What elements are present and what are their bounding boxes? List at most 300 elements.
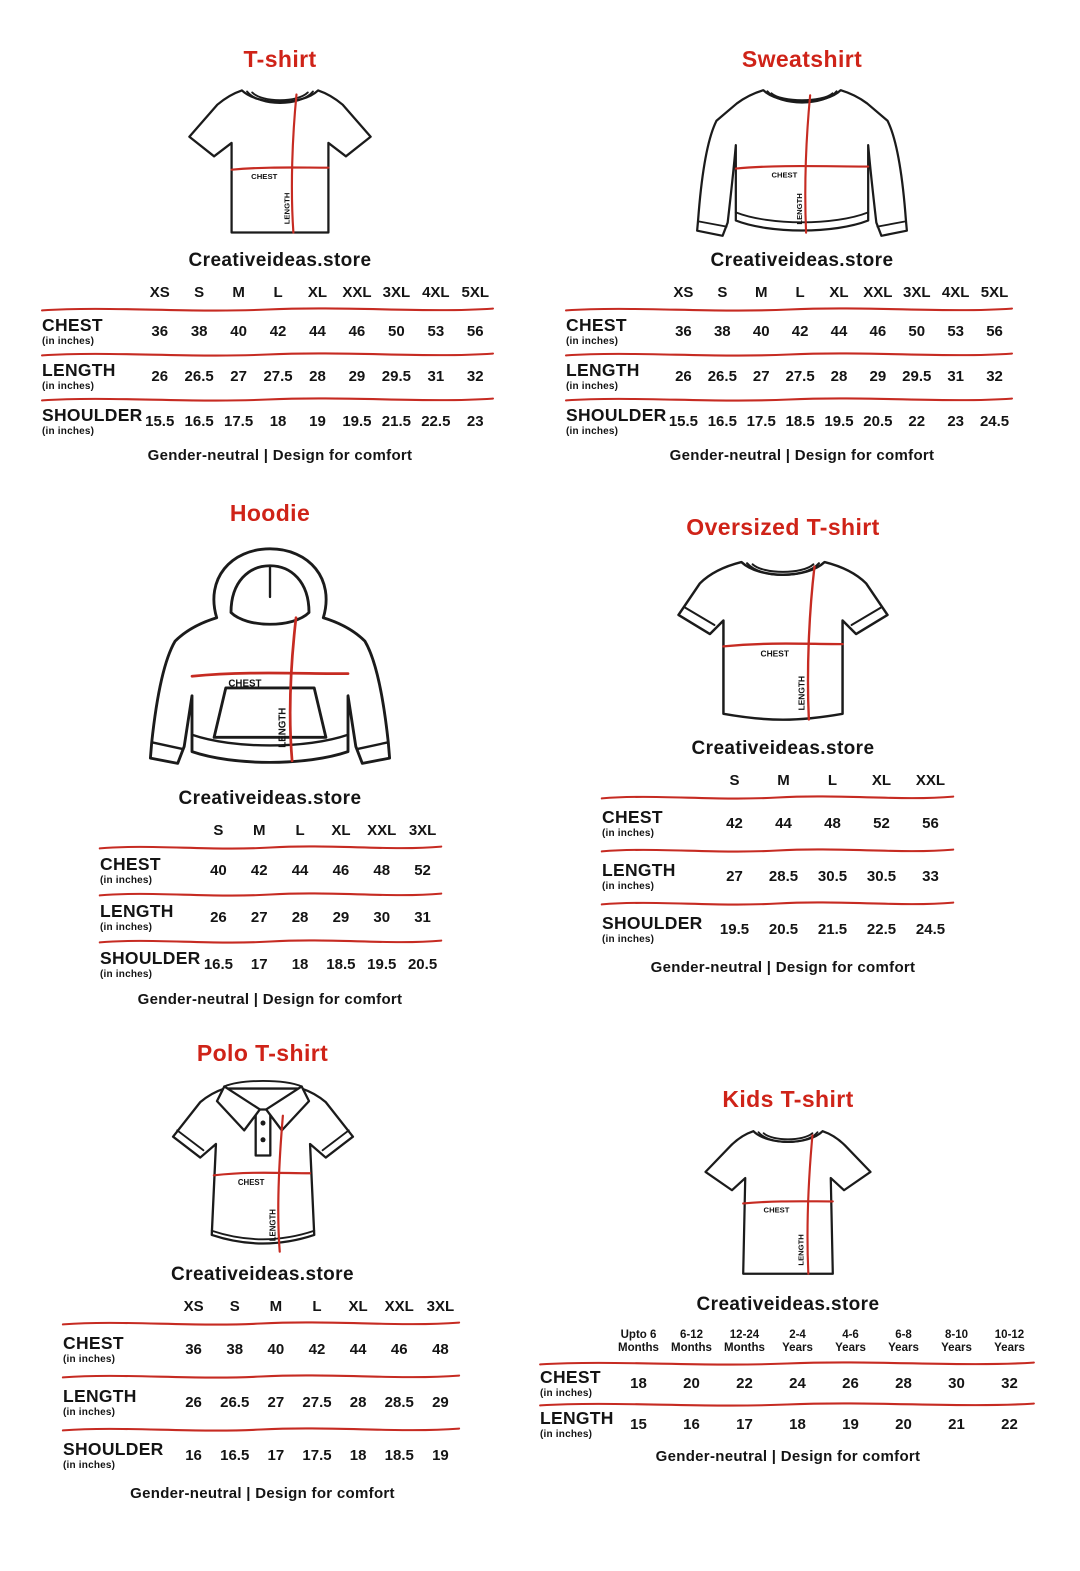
size-value: 19.5 [719, 921, 750, 939]
size-value: 15.5 [145, 413, 175, 431]
size-header-line: 10-12 [994, 1328, 1025, 1341]
size-value: 42 [250, 862, 268, 880]
size-header-line: 4-6 [842, 1328, 859, 1341]
size-header [930, 1329, 983, 1355]
size-table [40, 281, 495, 440]
wavy-divider [98, 890, 443, 899]
tagline: Gender-neutral | Design for comfort [650, 959, 916, 976]
size-header-line: Years [941, 1342, 972, 1354]
row-unit: (in inches) [602, 827, 655, 839]
polo-tshirt-drawing-icon [155, 1076, 371, 1259]
size-header: 3XL [426, 1298, 455, 1316]
size-value: 31 [414, 909, 431, 927]
size-header [983, 1329, 1036, 1355]
size-value: 21 [948, 1416, 965, 1434]
size-header-row [600, 769, 955, 793]
size-header: XL [307, 284, 328, 302]
row-unit: (in inches) [63, 1459, 116, 1471]
size-header-line: Years [782, 1342, 813, 1354]
row-label-cell [40, 405, 143, 437]
size-value: 33 [922, 868, 939, 886]
length-line-label: LENGTH [268, 1209, 278, 1242]
row-label-cell [600, 809, 710, 839]
row-unit: (in inches) [100, 968, 153, 980]
size-header-line: Months [724, 1342, 765, 1354]
wavy-divider [564, 305, 1014, 314]
size-value: 19 [842, 1416, 859, 1434]
size-value: 26 [151, 368, 169, 386]
size-value: 52 [414, 862, 431, 880]
size-header-line: Years [835, 1342, 866, 1354]
measure-row [61, 1328, 461, 1372]
size-header-row [98, 819, 443, 843]
wavy-divider [40, 395, 495, 404]
oversized-tshirt-drawing-icon [665, 553, 901, 733]
size-value: 17.5 [224, 413, 254, 431]
size-value: 23 [947, 413, 964, 431]
panel-title: Oversized T-shirt [686, 514, 880, 540]
size-header [718, 1329, 771, 1355]
size-header: M [252, 822, 266, 840]
size-value: 18 [269, 413, 287, 431]
size-header: XXL [384, 1298, 414, 1316]
size-value: 18 [630, 1375, 647, 1393]
size-value: 30.5 [817, 868, 848, 886]
size-header: 3XL [382, 284, 411, 302]
measure-row [61, 1381, 461, 1425]
tshirt-drawing [30, 77, 530, 245]
chest-line-label: CHEST [771, 170, 798, 180]
size-value: 48 [824, 815, 841, 833]
size-value: 27 [250, 909, 268, 927]
size-value: 27 [230, 368, 247, 386]
size-value: 28 [309, 368, 326, 386]
size-value: 44 [309, 323, 326, 341]
size-header: L [273, 284, 283, 302]
size-header [612, 1329, 665, 1355]
row-unit: (in inches) [42, 425, 95, 437]
row-unit: (in inches) [602, 880, 655, 892]
row-label: SHOULDER [566, 405, 667, 425]
size-value: 29.5 [381, 368, 411, 386]
size-value: 24.5 [979, 413, 1010, 431]
size-value: 28.5 [384, 1394, 414, 1412]
size-value: 36 [185, 1341, 202, 1359]
size-value: 26.5 [220, 1394, 250, 1412]
wavy-divider [600, 899, 955, 908]
row-label: CHEST [566, 315, 627, 335]
size-value: 19 [309, 413, 326, 431]
store-name: Creativeideas.store [188, 250, 372, 271]
wavy-divider [600, 846, 955, 855]
size-value: 48 [432, 1341, 449, 1359]
size-value: 46 [332, 862, 350, 880]
row-unit: (in inches) [566, 335, 619, 347]
row-label: SHOULDER [42, 405, 143, 425]
wavy-divider [40, 350, 495, 359]
panel-title: Sweatshirt [741, 46, 863, 72]
size-header: M [777, 772, 790, 790]
size-value: 26 [185, 1394, 202, 1412]
size-value: 23 [466, 413, 484, 431]
size-value: 42 [308, 1341, 326, 1359]
row-label: SHOULDER [602, 913, 703, 933]
size-value: 50 [388, 323, 405, 341]
row-label: LENGTH [602, 860, 676, 880]
size-value: 29.5 [902, 368, 932, 386]
size-value: 29 [432, 1394, 449, 1412]
oversized-tshirt-drawing [558, 545, 1008, 733]
tagline: Gender-neutral | Design for comfort [130, 1485, 395, 1502]
row-label-cell [61, 1388, 173, 1418]
store-name: Creativeideas.store [178, 788, 362, 809]
polo-tshirt-drawing [35, 1071, 490, 1259]
size-header-line: Upto 6 [620, 1328, 657, 1341]
size-header-row [61, 1295, 461, 1319]
size-value: 30.5 [866, 868, 897, 886]
tagline: Gender-neutral | Design for comfort [147, 447, 413, 464]
size-value: 42 [726, 815, 743, 833]
panel-title: Hoodie [229, 500, 311, 526]
size-value: 16 [683, 1416, 700, 1434]
size-header: 5XL [461, 284, 490, 302]
size-value: 20.5 [863, 413, 893, 431]
size-value: 28 [349, 1394, 367, 1412]
row-unit: (in inches) [602, 933, 655, 945]
row-label: LENGTH [540, 1408, 614, 1428]
size-value: 40 [230, 323, 247, 341]
size-value: 15 [630, 1416, 647, 1434]
row-label: CHEST [63, 1333, 124, 1353]
size-header-line: Years [994, 1342, 1025, 1354]
size-value: 30 [948, 1375, 965, 1393]
row-label-cell [564, 317, 664, 347]
size-value: 36 [675, 323, 692, 341]
measure-row [600, 802, 955, 846]
size-value: 15.5 [668, 413, 699, 431]
hoodie-drawing [40, 531, 500, 783]
store-name: Creativeideas.store [171, 1264, 354, 1285]
size-value: 22.5 [421, 413, 451, 431]
chest-line-label: CHEST [760, 648, 790, 659]
size-value: 16.5 [220, 1447, 250, 1465]
size-value: 20.5 [768, 921, 799, 939]
size-header [877, 1329, 930, 1355]
size-header: XS [183, 1298, 204, 1316]
size-value: 56 [466, 323, 484, 341]
row-unit: (in inches) [42, 380, 95, 392]
size-value: 24 [789, 1375, 806, 1393]
sweatshirt-drawing [552, 77, 1052, 245]
size-header: L [795, 284, 805, 302]
row-unit: (in inches) [63, 1353, 116, 1365]
row-label: SHOULDER [63, 1439, 164, 1459]
size-value: 27 [726, 868, 743, 886]
size-header: XL [829, 284, 849, 302]
size-header-line: 6-8 [895, 1328, 912, 1341]
kids-tshirt-drawing [528, 1117, 1048, 1289]
row-unit: (in inches) [42, 335, 95, 347]
size-value: 38 [190, 323, 208, 341]
size-header [665, 1329, 718, 1355]
size-value: 22 [908, 413, 926, 431]
size-header-line: Months [618, 1342, 659, 1354]
size-value: 27.5 [785, 368, 815, 386]
row-label-cell [600, 915, 710, 945]
row-label-cell [98, 948, 201, 980]
size-header: 4XL [941, 284, 970, 302]
size-value: 28 [291, 909, 309, 927]
size-header-line: Years [888, 1342, 919, 1354]
measure-row [40, 404, 495, 440]
size-value: 52 [873, 815, 890, 833]
size-value: 40 [752, 323, 770, 341]
size-header: L [312, 1298, 322, 1316]
size-header-row [40, 281, 495, 305]
wavy-divider [98, 843, 443, 852]
size-header: M [232, 284, 245, 302]
size-header: XXL [863, 284, 893, 302]
measure-row [40, 359, 495, 395]
size-value: 28 [895, 1375, 912, 1393]
row-label: LENGTH [100, 901, 174, 921]
wavy-divider [564, 350, 1014, 359]
size-value: 26 [842, 1375, 859, 1393]
size-value: 28.5 [768, 868, 799, 886]
length-line-label: LENGTH [796, 1234, 806, 1266]
size-table [98, 819, 443, 984]
wavy-divider [40, 305, 495, 314]
size-value: 16 [185, 1447, 202, 1465]
row-unit: (in inches) [566, 425, 619, 437]
size-value: 21.5 [817, 921, 848, 939]
size-header: S [213, 822, 224, 840]
size-header: S [229, 1298, 240, 1316]
sweatshirt-drawing-icon [690, 82, 914, 245]
size-value: 44 [830, 323, 848, 341]
wavy-divider [61, 1425, 461, 1434]
length-line-label: LENGTH [282, 192, 292, 225]
wavy-divider [61, 1319, 461, 1328]
size-value: 56 [922, 815, 939, 833]
panel-hoodie [40, 500, 500, 1008]
row-unit: (in inches) [540, 1428, 593, 1440]
measure-row [564, 314, 1014, 350]
row-label-cell [538, 1410, 612, 1440]
size-value: 18 [789, 1416, 806, 1434]
size-value: 31 [427, 368, 445, 386]
size-value: 53 [427, 323, 445, 341]
size-table [538, 1325, 1036, 1441]
measure-row [564, 404, 1014, 440]
size-value: 32 [466, 368, 484, 386]
size-value: 19 [432, 1447, 449, 1465]
size-value: 29 [348, 368, 366, 386]
wavy-divider [98, 937, 443, 946]
size-header: 3XL [408, 822, 437, 840]
measure-row [98, 852, 443, 890]
size-value: 17 [736, 1416, 753, 1434]
size-header [771, 1329, 824, 1355]
size-value: 26.5 [184, 368, 214, 386]
row-label-cell [538, 1369, 612, 1399]
row-label-cell [61, 1441, 173, 1471]
store-name: Creativeideas.store [691, 738, 875, 759]
length-line-label: LENGTH [796, 675, 807, 711]
size-value: 17 [267, 1447, 285, 1465]
size-header: S [194, 284, 205, 302]
measure-row [600, 855, 955, 899]
chest-line-label: CHEST [763, 1205, 790, 1215]
row-label: LENGTH [566, 360, 640, 380]
size-header: S [717, 284, 728, 302]
hoodie-drawing-icon [140, 537, 400, 783]
size-value: 27 [752, 368, 770, 386]
size-value: 19.5 [367, 956, 397, 974]
size-value: 36 [151, 323, 169, 341]
size-value: 17 [250, 956, 268, 974]
size-value: 29 [869, 368, 887, 386]
store-name: Creativeideas.store [696, 1294, 880, 1315]
size-header: XXL [915, 772, 946, 790]
size-value: 32 [1001, 1375, 1018, 1393]
size-value: 26.5 [707, 368, 737, 386]
size-value: 18 [291, 956, 309, 974]
size-value: 44 [349, 1341, 367, 1359]
row-label-cell [98, 856, 198, 886]
size-header: 5XL [980, 284, 1009, 302]
size-value: 17.5 [746, 413, 776, 431]
size-value: 20 [895, 1416, 912, 1434]
size-value: 19.5 [342, 413, 372, 431]
measure-row [61, 1434, 461, 1478]
size-value: 46 [869, 323, 887, 341]
size-value: 44 [775, 815, 792, 833]
size-header: XXL [367, 822, 397, 840]
chest-line-label: CHEST [237, 1177, 264, 1187]
size-header: 3XL [903, 284, 931, 302]
size-header: L [827, 772, 838, 790]
size-value: 38 [713, 323, 731, 341]
panel-oversized-tshirt [558, 514, 1008, 976]
size-header: XS [673, 284, 694, 302]
size-value: 40 [267, 1341, 285, 1359]
row-label-cell [600, 862, 710, 892]
size-value: 46 [348, 323, 366, 341]
measure-row [40, 314, 495, 350]
wavy-divider [600, 793, 955, 802]
row-label-cell [98, 903, 198, 933]
size-value: 38 [226, 1341, 244, 1359]
size-value: 26 [210, 909, 227, 927]
size-table [564, 281, 1014, 440]
row-label-cell [40, 362, 140, 392]
panel-sweatshirt [552, 46, 1052, 464]
size-header: XL [871, 772, 892, 790]
wavy-divider [564, 395, 1014, 404]
size-value: 53 [947, 323, 964, 341]
row-unit: (in inches) [63, 1406, 116, 1418]
size-header: XXL [342, 284, 372, 302]
size-header: XS [149, 284, 170, 302]
size-value: 17.5 [302, 1447, 332, 1465]
size-header-line: 12-24 [729, 1328, 760, 1341]
tagline: Gender-neutral | Design for comfort [655, 1448, 921, 1465]
length-line-label: LENGTH [277, 707, 289, 748]
row-unit: (in inches) [566, 380, 619, 392]
panel-kids-tshirt [528, 1086, 1048, 1465]
size-value: 18.5 [785, 413, 815, 431]
row-label: LENGTH [63, 1386, 137, 1406]
panel-title: T-shirt [243, 46, 317, 72]
row-unit: (in inches) [100, 874, 153, 886]
store-name: Creativeideas.store [710, 250, 894, 271]
size-value: 27.5 [302, 1394, 332, 1412]
size-value: 18.5 [384, 1447, 414, 1465]
size-value: 22 [1001, 1416, 1018, 1434]
size-header: M [269, 1298, 283, 1316]
size-value: 30 [373, 909, 391, 927]
row-label: CHEST [540, 1367, 601, 1387]
size-value: 50 [908, 323, 926, 341]
size-value: 21.5 [381, 413, 411, 431]
size-header-row [564, 281, 1014, 305]
row-unit: (in inches) [540, 1387, 593, 1399]
row-label: CHEST [42, 315, 103, 335]
size-value: 16.5 [707, 413, 737, 431]
row-label: CHEST [602, 807, 663, 827]
size-value: 32 [986, 368, 1003, 386]
size-value: 27 [267, 1394, 285, 1412]
size-value: 28 [830, 368, 848, 386]
panel-title: Kids T-shirt [722, 1086, 854, 1112]
size-value: 48 [373, 862, 391, 880]
size-value: 42 [269, 323, 287, 341]
measure-row [600, 908, 955, 952]
size-value: 46 [390, 1341, 408, 1359]
kids-tshirt-drawing-icon [686, 1121, 890, 1289]
size-value: 40 [210, 862, 227, 880]
wavy-divider [538, 1359, 1036, 1368]
size-header: S [729, 772, 740, 790]
row-label-cell [61, 1335, 173, 1365]
size-value: 26 [675, 368, 692, 386]
row-label-cell [40, 317, 140, 347]
tagline: Gender-neutral | Design for comfort [137, 991, 403, 1008]
size-header: M [754, 284, 768, 302]
size-value: 18.5 [326, 956, 356, 974]
size-value: 20 [683, 1375, 700, 1393]
chest-line-label: CHEST [251, 171, 278, 181]
panel-title: Polo T-shirt [196, 1040, 329, 1066]
row-unit: (in inches) [100, 921, 153, 933]
size-table [600, 769, 955, 952]
size-header-line: 8-10 [944, 1328, 969, 1341]
size-header [824, 1329, 877, 1355]
size-value: 20.5 [407, 956, 438, 974]
tshirt-drawing-icon [177, 80, 383, 245]
measure-row [538, 1368, 1036, 1400]
measure-row [538, 1409, 1036, 1441]
size-header-line: 2-4 [789, 1328, 806, 1341]
row-label-cell [564, 362, 664, 392]
size-value: 27.5 [263, 368, 293, 386]
size-value: 16.5 [203, 956, 234, 974]
size-value: 31 [947, 368, 964, 386]
size-header: 4XL [422, 284, 450, 302]
size-value: 42 [791, 323, 809, 341]
size-value: 44 [291, 862, 309, 880]
